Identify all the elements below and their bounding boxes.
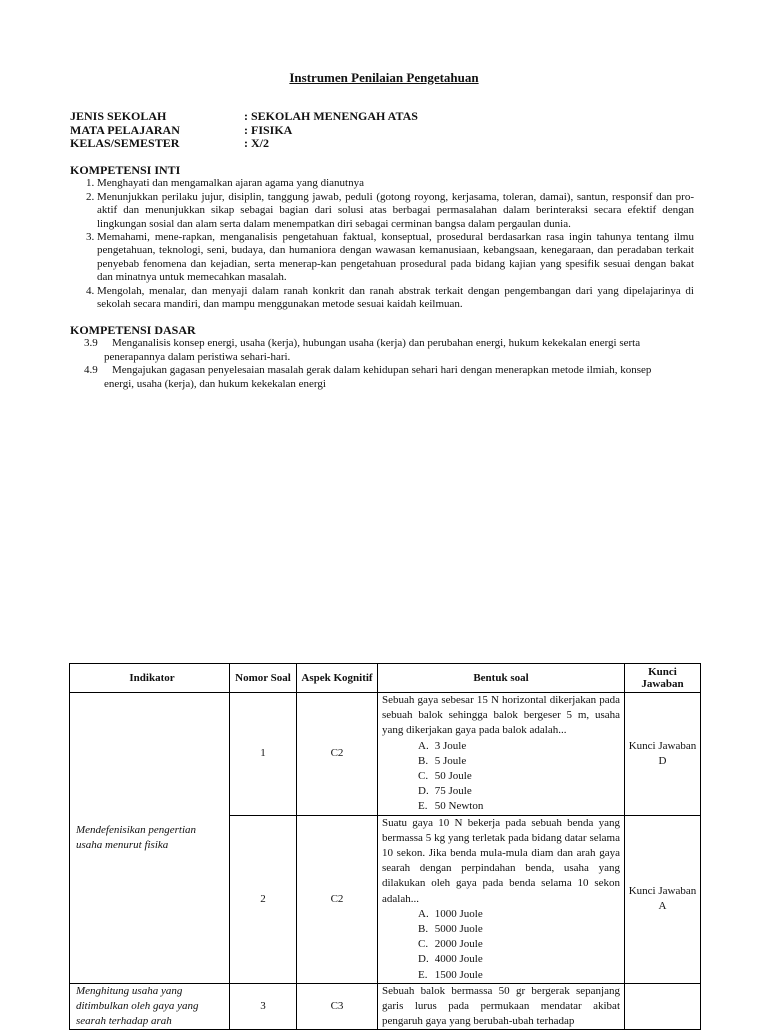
option-letter: B. bbox=[418, 923, 429, 936]
option-text: 4000 Joule bbox=[434, 953, 483, 966]
question-text: Sebuah gaya sebesar 15 N horizontal dikerjakan pada sebuah balok sehingga balok bergeser 5 m, usaha yang dikerjakan gaya pada balok adalah... bbox=[382, 694, 620, 737]
nomor-cell: 2 bbox=[230, 815, 297, 983]
kompetensi-dasar-section bbox=[70, 324, 694, 391]
kd-number: 3.9 bbox=[84, 337, 98, 350]
option-letter: E. bbox=[418, 800, 428, 813]
option-item bbox=[418, 907, 620, 922]
aspek-cell: C2 bbox=[297, 693, 378, 816]
answer-options bbox=[382, 907, 620, 983]
soal-cell bbox=[378, 693, 625, 816]
option-item bbox=[418, 769, 620, 784]
option-text: 1500 Joule bbox=[434, 968, 483, 981]
nomor-cell: 3 bbox=[230, 983, 297, 1030]
kd-text: Menganalisis konsep energi, usaha (kerja), hubungan usaha (kerja) dan perubahan energi, hukum kekekalan energi serta bbox=[112, 337, 641, 350]
meta-value: : SEKOLAH MENENGAH ATAS bbox=[244, 109, 418, 123]
option-item bbox=[418, 754, 620, 769]
option-letter: A. bbox=[418, 907, 429, 920]
meta-row-subject bbox=[70, 124, 418, 138]
kd-item bbox=[70, 337, 694, 364]
section-heading: KOMPETENSI INTI bbox=[70, 163, 181, 177]
kunci-cell: Kunci Jawaban A bbox=[625, 815, 701, 983]
indikator-cell: Menghitung usaha yang ditimbulkan oleh gaya yang searah terhadap arah bbox=[70, 983, 230, 1030]
option-item bbox=[418, 968, 620, 983]
option-letter: D. bbox=[418, 785, 429, 798]
answer-options bbox=[382, 739, 620, 815]
meta-value: : X/2 bbox=[244, 136, 269, 150]
aspek-cell: C2 bbox=[297, 815, 378, 983]
meta-row-school bbox=[70, 110, 418, 124]
meta-key: JENIS SEKOLAH bbox=[70, 109, 167, 123]
option-text: 75 Joule bbox=[434, 785, 472, 798]
header-indikator: Indikator bbox=[70, 664, 230, 693]
meta-key: KELAS/SEMESTER bbox=[70, 136, 180, 150]
header-bentuk-soal: Bentuk soal bbox=[378, 664, 625, 693]
aspek-cell: C3 bbox=[297, 983, 378, 1030]
header-nomor-soal: Nomor Soal bbox=[230, 664, 297, 693]
kompetensi-inti-list bbox=[70, 177, 694, 311]
list-item: 3. Memahami, mene-rapkan, menganalisis pengetahuan faktual, konseptual, prosedural berdasarkan rasa ingin tahunya tentang ilmu pengetahuan, teknologi, seni, budaya, dan humaniora dengan wawasan kemanusiaan, kebangsaan, kenegaraan, dan peradaban terkait penyebab fenomena dan kejadian, serta menerap-kan pengetahuan prosedural pada bidang kajian yang spesifik sesuai dengan bakat dan minatnya untuk memecahkan masalah. bbox=[97, 231, 694, 285]
kunci-cell bbox=[625, 983, 701, 1030]
meta-row-class bbox=[70, 137, 418, 151]
option-item bbox=[418, 799, 620, 814]
kd-number: 4.9 bbox=[84, 364, 98, 377]
header-kunci-jawaban: Kunci Jawaban bbox=[625, 664, 701, 693]
option-item bbox=[418, 739, 620, 754]
nomor-cell: 1 bbox=[230, 693, 297, 816]
question-text: Sebuah balok bermassa 50 gr bergerak sepanjang garis lurus pada permukaan mendatar akibat pengaruh gaya yang berubah-ubah terhadap bbox=[382, 984, 620, 1028]
option-text: 50 Newton bbox=[434, 800, 484, 813]
option-letter: B. bbox=[418, 754, 429, 767]
list-item: 4. Mengolah, menalar, dan menyaji dalam ranah konkrit dan ranah abstrak terkait dengan pengembangan dari yang dipelajarinya di sekolah secara mandiri, dan mampu menggunakan metode sesuai kaidah keilmuan. bbox=[97, 285, 694, 312]
kd-item bbox=[70, 364, 694, 391]
page-title: Instrumen Penilaian Pengetahuan bbox=[289, 70, 479, 85]
option-letter: C. bbox=[418, 938, 429, 951]
option-letter: C. bbox=[418, 770, 429, 783]
document-meta bbox=[70, 110, 418, 151]
soal-cell bbox=[378, 983, 625, 1030]
option-text: 2000 Joule bbox=[434, 938, 483, 951]
option-item bbox=[418, 922, 620, 937]
option-text: 3 Joule bbox=[434, 739, 467, 752]
option-text: 5000 Juole bbox=[434, 923, 483, 936]
question-table bbox=[69, 663, 701, 1030]
meta-key: MATA PELAJARAN bbox=[70, 122, 180, 137]
option-item bbox=[418, 937, 620, 952]
table-header-row bbox=[70, 664, 701, 693]
meta-value: : FISIKA bbox=[244, 122, 293, 137]
option-text: 1000 Juole bbox=[434, 907, 483, 920]
kd-text-continued: penerapannya dalam peristiwa sehari-hari. bbox=[104, 350, 291, 363]
kd-text: Mengajukan gagasan penyelesaian masalah gerak dalam kehidupan sehari hari dengan menerapkan metode ilmiah, konsep bbox=[112, 364, 652, 377]
option-item bbox=[418, 952, 620, 967]
option-letter: D. bbox=[418, 953, 429, 966]
list-item: 2. Menunjukkan perilaku jujur, disiplin, tanggung jawab, peduli (gotong royong, kerjasama, toleran, damai), santun, responsif dan pro-aktif dan menunjukkan sikap sebagai bagian dari solusi atas berbagai permasalahan dalam berinteraksi secara efektif dengan lingkungan sosial dan alam serta dalam menempatkan diri sebagai cerminan bangsa dalam pergaulan dunia. bbox=[97, 191, 694, 231]
table-row bbox=[70, 983, 701, 1030]
option-letter: E. bbox=[418, 968, 428, 981]
kunci-cell: Kunci Jawaban D bbox=[625, 693, 701, 816]
soal-cell bbox=[378, 815, 625, 983]
option-text: 5 Joule bbox=[434, 754, 467, 767]
kd-text-continued: energi, usaha (kerja), dan hukum kekekalan energi bbox=[104, 377, 326, 390]
section-heading: KOMPETENSI DASAR bbox=[70, 323, 196, 337]
option-text: 50 Joule bbox=[434, 770, 472, 783]
kompetensi-inti-section bbox=[70, 164, 694, 311]
header-aspek-kognitif: Aspek Kognitif bbox=[297, 664, 378, 693]
indikator-cell: Mendefenisikan pengertian usaha menurut fisika bbox=[70, 693, 230, 984]
table-row bbox=[70, 693, 701, 816]
option-letter: A. bbox=[418, 739, 429, 752]
option-item bbox=[418, 784, 620, 799]
question-text: Suatu gaya 10 N bekerja pada sebuah benda yang bermassa 5 kg yang terletak pada bidang datar selama 10 sekon. Jika benda mula-mula diam dan arah gaya searah dengan perpindahan benda, usaha yang dilakukan oleh gaya pada benda selama 10 sekon adalah... bbox=[382, 816, 620, 905]
list-item: 1. Menghayati dan mengamalkan ajaran agama yang dianutnya bbox=[97, 177, 694, 190]
